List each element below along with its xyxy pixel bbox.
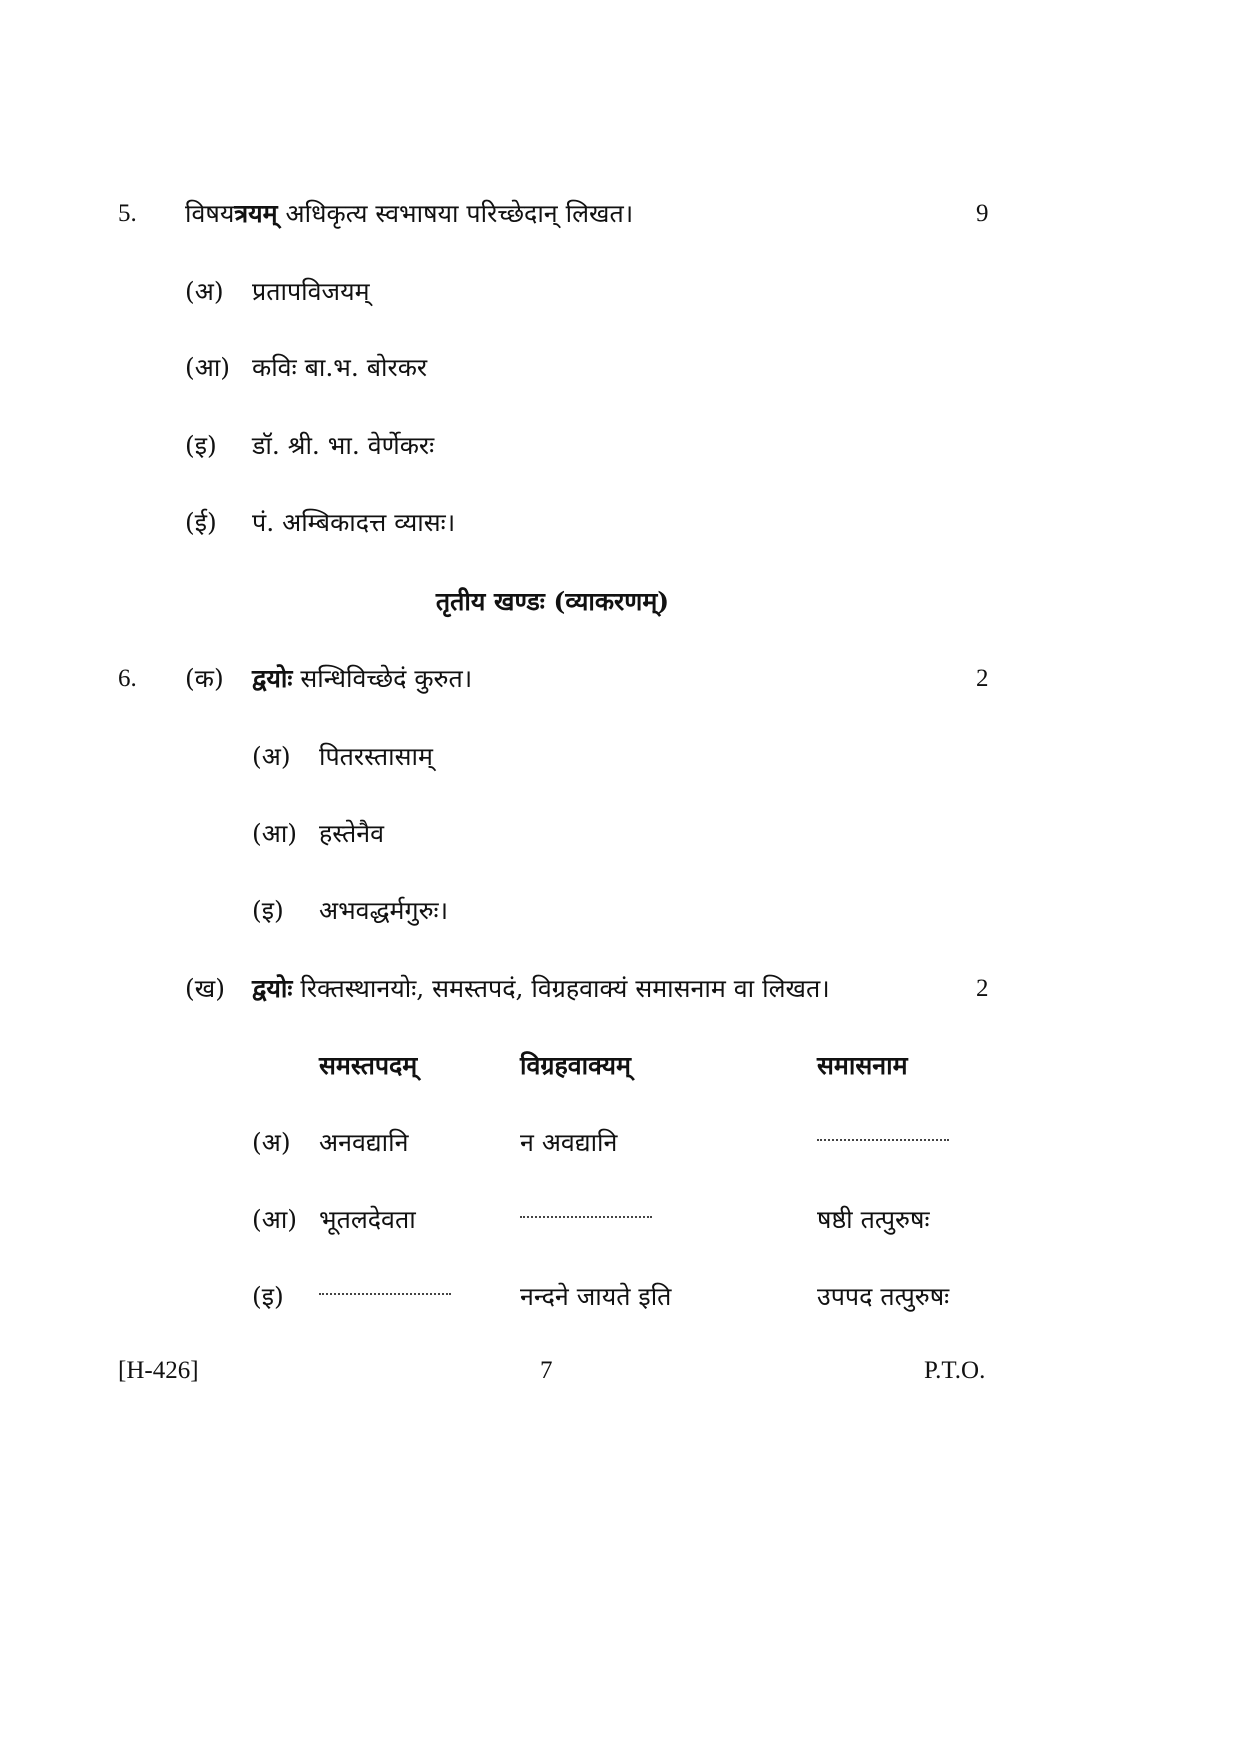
table-header-samasanama: समासनाम <box>817 1051 908 1080</box>
q6-ka-marks: 2 <box>976 665 989 692</box>
question-5-number: 5. <box>118 200 137 227</box>
q5-option-label: (ई) <box>185 508 217 537</box>
q6-ka-item-text: हस्तेनैव <box>319 819 385 848</box>
q6-ka-item-label: (अ) <box>252 742 291 771</box>
q5-option-text: प्रतापविजयम् <box>252 277 370 306</box>
question-5-marks: 9 <box>976 200 989 227</box>
instruction-bold-part: त्रयम् <box>234 199 278 228</box>
q5-option-label: (आ) <box>185 353 231 382</box>
q5-option-text: कविः बा.भ. बोरकर <box>252 353 428 382</box>
q5-option-text: पं. अम्बिकादत्त व्यासः। <box>252 508 456 537</box>
q6-ka-item-label: (आ) <box>252 819 298 848</box>
instruction-part: अधिकृत्य स्वभाषया परिच्छेदान् लिखत। <box>277 199 634 228</box>
table-header-vigraha: विग्रहवाक्यम् <box>520 1051 631 1080</box>
q6-kha-instruction <box>252 973 830 1005</box>
q5-option-text: डॉ. श्री. भा. वेर्णेकरः <box>252 431 435 460</box>
instruction-part: सन्धिविच्छेदं कुरुत। <box>292 664 473 693</box>
blank-samastapadam <box>319 1292 451 1295</box>
instruction-bold-part: द्वयोः <box>252 974 293 1003</box>
q6-ka-instruction <box>252 663 472 695</box>
table-cell-samastapadam: भूतलदेवता <box>319 1205 416 1234</box>
q6-ka-label: (क) <box>185 664 224 693</box>
footer-pto: P.T.O. <box>924 1357 986 1384</box>
q6-kha-label: (ख) <box>185 974 225 1003</box>
section-heading: तृतीय खण्डः (व्याकरणम्) <box>435 587 670 616</box>
q6-ka-item-text: अभवद्धर्मगुरुः। <box>319 896 449 925</box>
q5-option-label: (इ) <box>185 431 217 460</box>
table-row-label: (आ) <box>252 1205 298 1234</box>
q5-option-label: (अ) <box>185 277 224 306</box>
blank-samasanama <box>817 1138 949 1141</box>
instruction-part: विषय <box>185 199 235 228</box>
table-cell-vigraha: नन्दने जायते इति <box>520 1282 672 1311</box>
table-cell-samastapadam: अनवद्यानि <box>319 1128 409 1157</box>
table-row-label: (इ) <box>252 1282 284 1311</box>
instruction-bold-part: द्वयोः <box>252 664 293 693</box>
q6-ka-item-text: पितरस्तासाम् <box>319 742 433 771</box>
table-header-samastapadam: समस्तपदम् <box>319 1051 418 1080</box>
q6-kha-marks: 2 <box>976 975 989 1002</box>
footer-code: [H-426] <box>118 1357 199 1384</box>
question-5-instruction <box>185 198 633 230</box>
instruction-part: रिक्तस्थानयोः, समस्तपदं, विग्रहवाक्यं समासनाम वा लिखत। <box>292 974 830 1003</box>
table-cell-vigraha: न अवद्यानि <box>520 1128 618 1157</box>
table-row-label: (अ) <box>252 1128 291 1157</box>
table-cell-samasanama: उपपद तत्पुरुषः <box>817 1282 950 1311</box>
question-6-number: 6. <box>118 665 137 692</box>
blank-vigraha <box>520 1215 652 1218</box>
q6-ka-item-label: (इ) <box>252 896 284 925</box>
table-cell-samasanama: षष्ठी तत्पुरुषः <box>817 1205 930 1234</box>
page-number: 7 <box>540 1357 553 1384</box>
